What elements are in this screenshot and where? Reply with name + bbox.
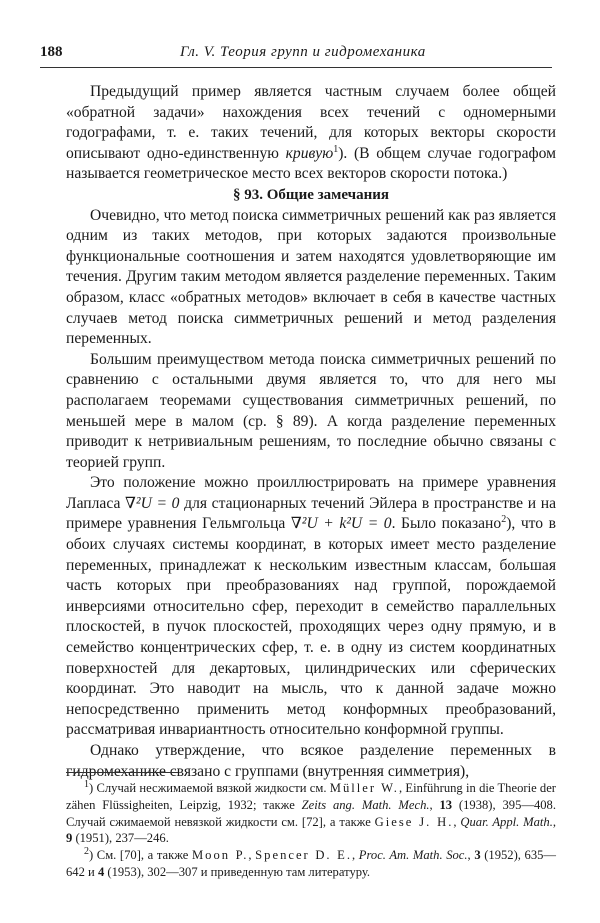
paragraph-4: Это положение можно проиллюстрировать на примере уравнения Лапласа ∇²U = 0 для стационарных течений Эйлера в пространстве и на примере уравнения Гельмгольца ∇²U + k²U = 0. Было показано$^2$), что в обоих случаях системы координат, в которых имеет место разделение переменных, принадлежат к нескольким известным классам, большая часть которых при преобразованиях над группой, порождаемой инверсиями относительно сфер, переходит в семейство параллельных плоскостей, в пучок плоскостей, проходящих через одну прямую, и в семейство концентрических сфер, т. е. в одну из систем координатных поверхностей для декартовых, цилиндрических или сферических координат. Это наводит на мысль, что к данной задаче можно непосредственно применить метод конформных преобразований, рассматривая инвариантность относительно конформной группы.	[66, 474, 556, 739]
paragraph-5: Однако утверждение, что всякое разделение переменных в гидромеханике связано с группами (внутренняя симметрия),	[66, 742, 556, 780]
main-text	[66, 82, 556, 782]
laplace-equation: ∇²U = 0	[125, 494, 180, 512]
journal-title: Proc. Am. Math. Soc.	[358, 848, 468, 863]
journal-title: Quar. Appl. Math.	[460, 814, 553, 829]
footnote-2: $^2$) См. [70], а также Moon P., Spencer D. E., Proc. Am. Math. Soc., 3 (1952), 635—642 и 4 (1953), 302—307 и приведенную там литературу.	[66, 846, 557, 879]
footnote-author: Müller W.	[329, 781, 399, 795]
paragraph-3: Большим преимуществом метода поиска симметричных решений по сравнению с остальными двумя является то, что для него мы располагаем теоремами существования симметричных решений, по меньшей мере в малом (ср. § 89). А когда разделение переменных приводит к нетривиальным решениям, то последние обычно связаны с теорией групп.	[66, 350, 556, 471]
footnote-author: Giese J. H.	[374, 814, 454, 829]
header-rule	[40, 67, 552, 68]
running-head: Гл. V. Теория групп и гидромеханика	[180, 44, 426, 60]
paragraph-2: Очевидно, что метод поиска симметричных решений как раз является одним из таких методов, при которых задаются произвольные функциональные соотношения и затем находятся удовлетворяющие им течения. Другим таким методом является разделение переменных. Таким образом, класс «обратных методов» включает в себя в качестве частных случаев метод поиска симметричных решений и метод разделения переменных.	[66, 206, 556, 348]
italic-word: кривую	[285, 144, 334, 162]
footnote-rule	[66, 772, 178, 773]
page-header	[40, 44, 550, 66]
section-title: § 93. Общие замечания	[232, 186, 390, 203]
footnotes	[66, 780, 556, 881]
footnote-ref-2[interactable]: 2	[501, 514, 507, 526]
footnote-ref-1[interactable]: 1	[333, 143, 339, 155]
helmholtz-equation: ∇²U + k²U = 0	[290, 515, 392, 533]
footnote-1: $^1$) Случай несжимаемой вязкой жидкости см. Müller W., Einführung in die Theorie der zähen Flüssigheiten, Leipzig, 1932; также Zeits ang. Math. Mech., 13 (1938), 395—408. Случай сжимаемой невязкой жидкости см. [72], а также Giese J. H., Quar. Appl. Math., 9 (1951), 237—246.	[66, 778, 557, 846]
paragraph-1: Предыдущий пример является частным случаем более общей «обратной задачи» нахождения всех течений с одномерными годографами, т. е. таких течений, для которых векторы скорости описывают одно-единственную кривую$^1$). (В общем случае годографом называется геометрическое место всех векторов скорости потока.)	[66, 83, 556, 183]
footnote-author: Spencer D. E.	[255, 848, 353, 863]
footnote-author: Moon P.	[191, 848, 249, 863]
journal-title: Zeits ang. Math. Mech.	[301, 797, 430, 812]
page-number: 188	[40, 44, 63, 60]
